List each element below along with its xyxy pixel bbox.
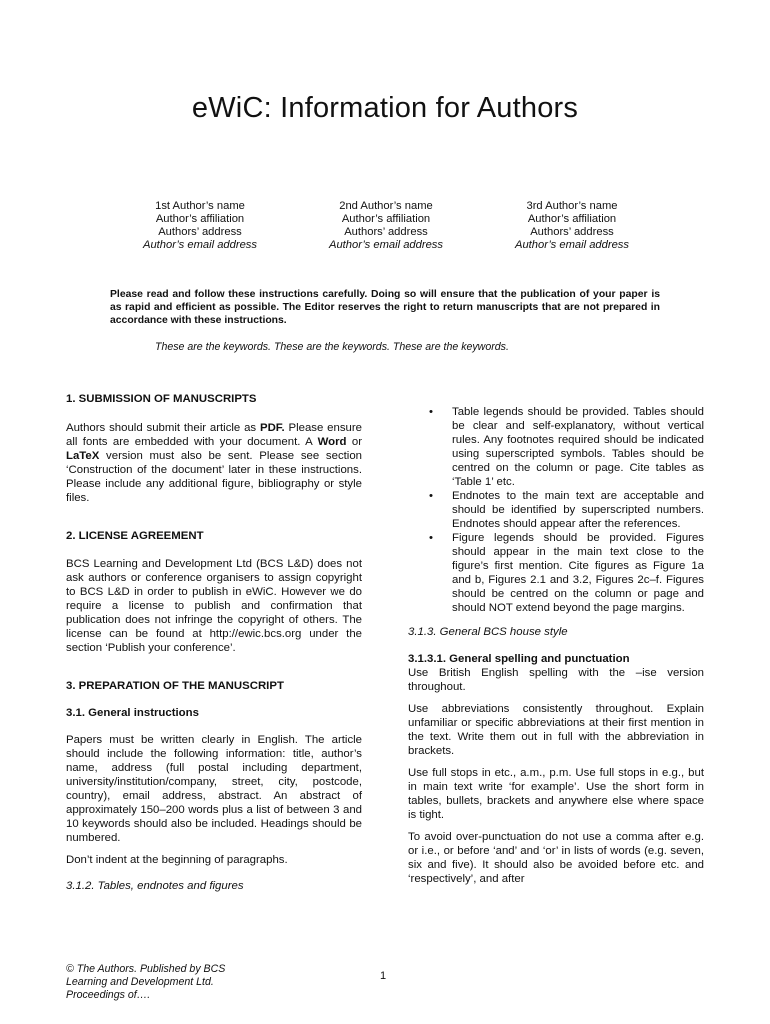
author-email: Author’s email address <box>328 239 443 251</box>
author-name: 1st Author’s name <box>155 200 245 212</box>
footer-line: Learning and Development Ltd. <box>66 976 214 988</box>
right-column <box>408 405 704 894</box>
author-address: Authors’ address <box>344 226 428 238</box>
paragraph: Papers must be written clearly in English. The article should include the following information: title, author’s name, address (full postal including department, university/institution/company, street, city, postcode, country), email address, abstract. An abstract of approximately 150–200 words plus a list of between 3 and 10 keywords should also be included. Headings should be numbered. <box>66 734 362 844</box>
paragraph <box>66 421 362 505</box>
text-run: Authors should submit their article as <box>66 422 260 434</box>
author-block-2 <box>286 200 486 252</box>
text-bold: PDF. <box>259 422 285 434</box>
text-bold: Word <box>317 436 347 448</box>
section-heading: 1. SUBMISSION OF MANUSCRIPTS <box>66 393 257 405</box>
paragraph: Use full stops in etc., a.m., p.m. Use full stops in e.g., but in main text write ‘for example’. Use the short form in tables, bullets, brackets and anywhere else where space is tight. <box>408 767 704 821</box>
author-name: 3rd Author’s name <box>526 200 618 212</box>
text-run: version must also be sent. Please see section ‘Construction of the document’ later in these instructions. Please include any additional figure, bibliography or style files. <box>66 450 362 504</box>
text-bold: LaTeX <box>66 450 100 462</box>
author-affiliation: Author’s affiliation <box>341 213 431 225</box>
subsubsubsection-heading: 3.1.3.1. General spelling and punctuation <box>408 653 630 665</box>
section-heading: 2. LICENSE AGREEMENT <box>66 530 204 542</box>
subsubsection-heading: 3.1.2. Tables, endnotes and figures <box>66 880 244 892</box>
paragraph: Don’t indent at the beginning of paragraphs. <box>66 854 288 866</box>
abstract: Please read and follow these instructions carefully. Doing so will ensure that the publication of your paper is as rapid and efficient as possible. The Editor reserves the right to return manuscripts that are not prepared in accordance with these instructions. <box>110 289 660 326</box>
page-number: 1 <box>380 970 387 982</box>
paragraph: To avoid over-punctuation do not use a comma after e.g. or i.e., or before ‘and’ and ‘or’ in lists of words (e.g. seven, six and five). It should also be avoided before etc. and ‘respectively’, and after <box>408 831 704 885</box>
bullet-list <box>408 405 704 615</box>
author-block-1 <box>100 200 300 252</box>
list-item <box>408 489 704 531</box>
keywords: These are the keywords. These are the keywords. These are the keywords. <box>155 341 509 353</box>
author-email: Author’s email address <box>142 239 257 251</box>
list-item <box>408 531 704 615</box>
bullet-icon: • <box>429 406 433 418</box>
section-heading: 3. PREPARATION OF THE MANUSCRIPT <box>66 680 284 692</box>
subsubsection-heading: 3.1.3. General BCS house style <box>408 626 568 638</box>
paragraph: Use abbreviations consistently throughout. Explain unfamiliar or specific abbreviations at their first mention in the text. Write them out in full with the abbreviation in brackets. <box>408 703 704 757</box>
bullet-icon: • <box>429 490 433 502</box>
author-affiliation: Author’s affiliation <box>155 213 245 225</box>
bullet-icon: • <box>429 532 433 544</box>
list-item <box>408 405 704 489</box>
author-address: Authors’ address <box>158 226 242 238</box>
author-address: Authors’ address <box>530 226 614 238</box>
left-column <box>66 392 362 893</box>
footer-line: Proceedings of…. <box>66 989 151 1001</box>
list-item-text: Figure legends should be provided. Figures should appear in the main text close to the figure’s first mention. Cite figures as Figure 1a and b, Figures 2.1 and 3.2, Figures 2c–f. Figures should be centred on the column or page and should NOT extend beyond the page margins. <box>452 532 704 614</box>
paper-title: eWiC: Information for Authors <box>191 92 579 124</box>
subsection-heading: 3.1. General instructions <box>66 707 199 719</box>
copyright-footer <box>66 963 225 1002</box>
author-email: Author’s email address <box>514 239 629 251</box>
paragraph: BCS Learning and Development Ltd (BCS L&D) does not ask authors or conference organisers to assign copyright to BCS L&D in order to publish in eWiC. However we do require a license to publish and confirmation that publication does not infringe the copyright of others. The license can be found at http://ewic.bcs.org under the section ‘Publish your conference’. <box>66 558 362 654</box>
list-item-text: Endnotes to the main text are acceptable and should be identified by superscripted numbers. Endnotes should appear after the references. <box>452 490 704 530</box>
author-name: 2nd Author’s name <box>339 200 433 212</box>
footer-line: © The Authors. Published by BCS <box>66 963 226 975</box>
text-run: Please ensure all fonts are embedded with your document. A <box>66 422 362 448</box>
paragraph: Use British English spelling with the –ise version throughout. <box>408 667 704 693</box>
list-item-text: Table legends should be provided. Tables should be clear and self-explanatory, without vertical rules. Any footnotes required should be indicated using superscripted symbols. Tables should be centred on the column or page. Cite tables as ‘Table 1’ etc. <box>452 406 704 488</box>
text-run: or <box>346 436 362 448</box>
author-affiliation: Author’s affiliation <box>527 213 617 225</box>
author-block-3 <box>472 200 672 252</box>
